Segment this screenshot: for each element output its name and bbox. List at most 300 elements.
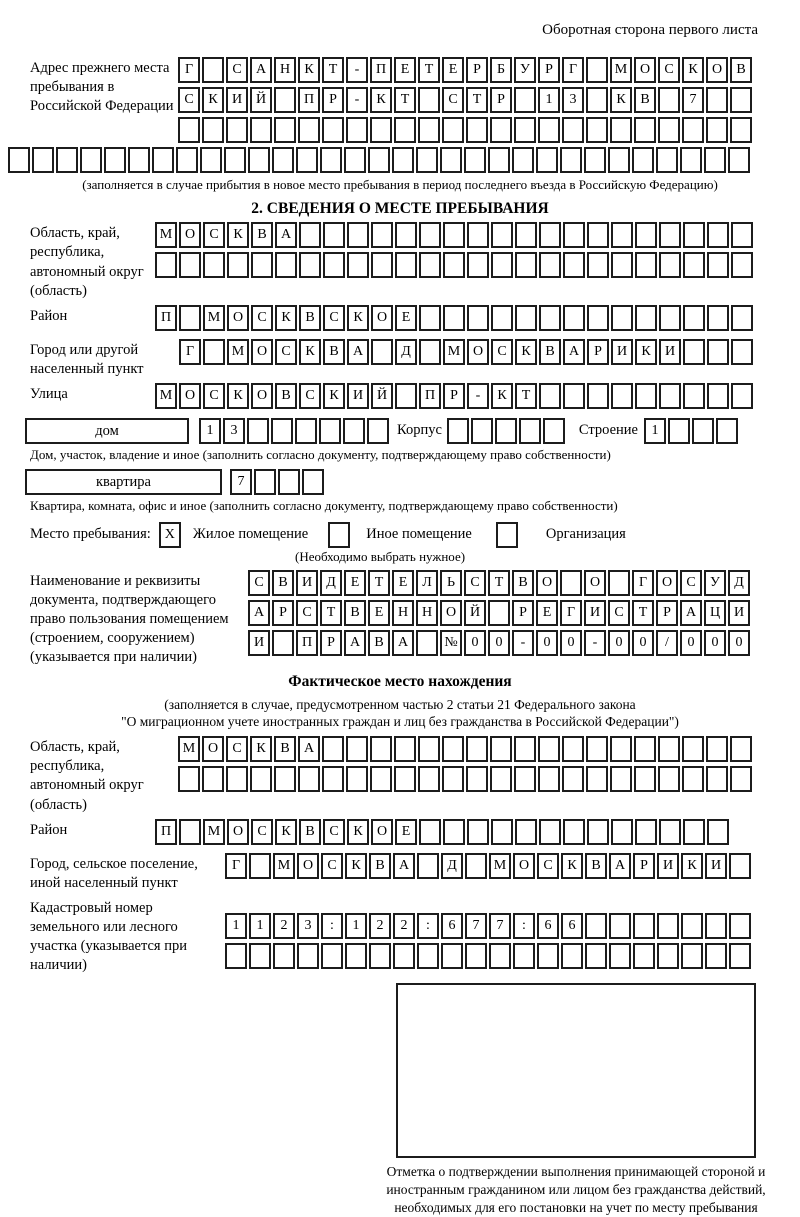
char-cell: - xyxy=(512,630,534,656)
actual-district-label: Район xyxy=(30,821,68,838)
char-cell xyxy=(203,339,225,365)
char-cell xyxy=(274,117,296,143)
char-cell: С xyxy=(442,87,464,113)
cadastral-label: Кадастровый номер земельного или лесного участка (указывается при наличии) xyxy=(30,899,187,974)
char-cell xyxy=(488,600,510,626)
char-cell xyxy=(250,766,272,792)
char-cell: Л xyxy=(416,570,438,596)
char-cell: У xyxy=(514,57,536,83)
char-cell xyxy=(346,736,368,762)
char-cell xyxy=(706,87,728,113)
char-cell: 2 xyxy=(393,913,415,939)
char-cell: Т xyxy=(466,87,488,113)
char-cell xyxy=(447,418,469,444)
char-cell: К xyxy=(202,87,224,113)
char-cell: В xyxy=(585,853,607,879)
char-cell xyxy=(202,766,224,792)
char-cell: К xyxy=(345,853,367,879)
char-cell: Е xyxy=(344,570,366,596)
char-cell xyxy=(538,117,560,143)
char-cell xyxy=(538,736,560,762)
char-cell xyxy=(419,305,441,331)
char-cell: В xyxy=(274,736,296,762)
char-cell: Р xyxy=(656,600,678,626)
char-cell xyxy=(442,117,464,143)
cadastral-row-1 xyxy=(225,913,753,939)
char-cell: Д xyxy=(441,853,463,879)
char-cell: М xyxy=(203,305,225,331)
char-cell xyxy=(514,766,536,792)
char-cell: И xyxy=(728,600,750,626)
char-cell: С xyxy=(296,600,318,626)
cadastral-block xyxy=(0,897,800,976)
char-cell xyxy=(705,943,727,969)
char-cell: 0 xyxy=(488,630,510,656)
char-cell xyxy=(729,853,751,879)
char-cell xyxy=(152,147,174,173)
char-cell: О xyxy=(251,383,273,409)
char-cell: С xyxy=(537,853,559,879)
char-cell xyxy=(539,222,561,248)
region-row-2 xyxy=(155,252,755,278)
char-cell xyxy=(491,222,513,248)
house-caption: Дом, участок, владение и иное (заполнить согласно документу, подтверждающему право собственности) xyxy=(30,447,611,462)
char-cell xyxy=(464,147,486,173)
char-cell xyxy=(248,147,270,173)
char-cell: А xyxy=(250,57,272,83)
cadastral-row-2 xyxy=(225,943,753,969)
char-cell: К xyxy=(370,87,392,113)
char-cell xyxy=(587,383,609,409)
char-cell xyxy=(563,819,585,845)
char-cell xyxy=(299,222,321,248)
char-cell xyxy=(344,147,366,173)
char-cell: В xyxy=(730,57,752,83)
char-cell xyxy=(322,736,344,762)
char-cell xyxy=(539,819,561,845)
char-cell xyxy=(707,222,729,248)
char-cell xyxy=(539,383,561,409)
prev-address-row-2 xyxy=(178,87,754,113)
char-cell: Т xyxy=(632,600,654,626)
char-cell xyxy=(441,943,463,969)
char-cell: И xyxy=(248,630,270,656)
prev-address-row-4 xyxy=(8,147,800,173)
char-cell: К xyxy=(610,87,632,113)
char-cell xyxy=(730,87,752,113)
char-cell: П xyxy=(370,57,392,83)
char-cell xyxy=(611,305,633,331)
char-cell xyxy=(716,418,738,444)
confirmation-caption: Отметка о подтверждении выполнения принимающей стороной и иностранным гражданином или лицом без гражданства действий, необходимых для его постановки на учет по месту пребывания xyxy=(386,1164,766,1215)
actual-location-caption-1: (заполняется в случае, предусмотренном частью 2 статьи 21 Федерального закона xyxy=(164,697,636,713)
stay-type-checkbox-residential: X xyxy=(159,522,181,548)
char-cell: П xyxy=(296,630,318,656)
char-cell: О xyxy=(371,819,393,845)
char-cell xyxy=(683,819,705,845)
page-note: Оборотная сторона первого листа xyxy=(542,22,758,38)
char-cell xyxy=(202,117,224,143)
region-block xyxy=(0,222,800,301)
char-cell xyxy=(707,252,729,278)
char-cell: К xyxy=(635,339,657,365)
char-cell: М xyxy=(155,222,177,248)
char-cell xyxy=(635,305,657,331)
char-cell xyxy=(418,117,440,143)
char-cell xyxy=(707,305,729,331)
char-cell: Р xyxy=(443,383,465,409)
char-cell xyxy=(657,943,679,969)
char-cell: И xyxy=(296,570,318,596)
char-cell xyxy=(512,147,534,173)
char-cell: С xyxy=(251,819,273,845)
char-cell xyxy=(683,339,705,365)
char-cell xyxy=(442,766,464,792)
char-cell xyxy=(302,469,324,495)
char-cell xyxy=(515,819,537,845)
char-cell: Т xyxy=(394,87,416,113)
char-cell xyxy=(394,766,416,792)
char-cell: И xyxy=(226,87,248,113)
char-cell: В xyxy=(299,305,321,331)
char-cell: : xyxy=(321,913,343,939)
char-cell xyxy=(273,943,295,969)
char-cell: С xyxy=(178,87,200,113)
char-cell: К xyxy=(275,305,297,331)
char-cell xyxy=(467,222,489,248)
char-cell xyxy=(632,147,654,173)
char-cell: В xyxy=(275,383,297,409)
char-cell xyxy=(179,252,201,278)
actual-region-row-2 xyxy=(178,766,754,792)
char-cell: Д xyxy=(320,570,342,596)
char-cell xyxy=(226,117,248,143)
char-cell: Т xyxy=(368,570,390,596)
char-cell xyxy=(704,147,726,173)
char-cell xyxy=(585,913,607,939)
char-cell xyxy=(519,418,541,444)
char-cell: О xyxy=(202,736,224,762)
char-cell: К xyxy=(491,383,513,409)
char-cell: О xyxy=(536,570,558,596)
char-cell xyxy=(635,383,657,409)
char-cell xyxy=(586,57,608,83)
char-cell xyxy=(707,383,729,409)
char-cell xyxy=(681,913,703,939)
char-cell: Д xyxy=(395,339,417,365)
char-cell: Н xyxy=(392,600,414,626)
char-cell xyxy=(563,305,585,331)
char-cell xyxy=(392,147,414,173)
char-cell xyxy=(176,147,198,173)
char-cell xyxy=(371,339,393,365)
char-cell: Е xyxy=(395,819,417,845)
document-row-1 xyxy=(248,570,752,596)
char-cell xyxy=(343,418,365,444)
char-cell xyxy=(321,943,343,969)
char-cell: С xyxy=(299,383,321,409)
char-cell xyxy=(611,383,633,409)
char-cell: И xyxy=(659,339,681,365)
char-cell: О xyxy=(371,305,393,331)
char-cell: С xyxy=(464,570,486,596)
char-cell xyxy=(295,418,317,444)
char-cell xyxy=(323,222,345,248)
char-cell xyxy=(322,766,344,792)
char-cell: П xyxy=(298,87,320,113)
street-block xyxy=(0,383,800,413)
char-cell: / xyxy=(656,630,678,656)
char-cell xyxy=(346,117,368,143)
char-cell xyxy=(514,736,536,762)
char-cell xyxy=(633,943,655,969)
char-cell xyxy=(610,117,632,143)
char-cell: - xyxy=(346,57,368,83)
char-cell xyxy=(179,305,201,331)
char-cell xyxy=(680,147,702,173)
char-cell: 3 xyxy=(562,87,584,113)
char-cell xyxy=(271,418,293,444)
actual-district-row xyxy=(155,819,731,845)
char-cell xyxy=(538,766,560,792)
document-row-2 xyxy=(248,600,752,626)
char-cell xyxy=(227,252,249,278)
house-row xyxy=(0,418,800,444)
char-cell: М xyxy=(203,819,225,845)
char-cell: С xyxy=(323,305,345,331)
char-cell: И xyxy=(611,339,633,365)
char-cell: Р xyxy=(587,339,609,365)
char-cell xyxy=(562,766,584,792)
char-cell: К xyxy=(275,819,297,845)
prev-address-caption: (заполняется в случае прибытия в новое место пребывания в период последнего въезда в Российскую Федерацию) xyxy=(82,177,718,192)
char-cell xyxy=(299,252,321,278)
char-cell: О xyxy=(179,383,201,409)
char-cell: О xyxy=(179,222,201,248)
char-cell xyxy=(682,736,704,762)
house-cells xyxy=(199,418,391,444)
char-cell xyxy=(254,469,276,495)
char-cell xyxy=(442,736,464,762)
char-cell: С xyxy=(608,600,630,626)
char-cell: С xyxy=(203,383,225,409)
char-cell xyxy=(491,305,513,331)
char-cell xyxy=(608,147,630,173)
char-cell xyxy=(370,736,392,762)
char-cell xyxy=(584,147,606,173)
char-cell xyxy=(467,252,489,278)
char-cell: В xyxy=(539,339,561,365)
char-cell: С xyxy=(321,853,343,879)
char-cell xyxy=(563,383,585,409)
char-cell: 1 xyxy=(644,418,666,444)
char-cell: Р xyxy=(512,600,534,626)
document-block xyxy=(0,570,800,668)
char-cell xyxy=(515,252,537,278)
char-cell xyxy=(668,418,690,444)
confirmation-block xyxy=(386,983,766,1216)
stay-type-row xyxy=(0,522,800,548)
char-cell: Р xyxy=(490,87,512,113)
char-cell xyxy=(635,819,657,845)
actual-city-block xyxy=(0,853,800,893)
char-cell xyxy=(563,252,585,278)
char-cell xyxy=(610,766,632,792)
char-cell: А xyxy=(393,853,415,879)
char-cell: Т xyxy=(488,570,510,596)
char-cell xyxy=(730,736,752,762)
char-cell xyxy=(419,819,441,845)
char-cell: У xyxy=(704,570,726,596)
char-cell xyxy=(731,252,753,278)
city-label: Город или другой населенный пункт xyxy=(30,341,144,377)
char-cell xyxy=(8,147,30,173)
char-cell: Ц xyxy=(704,600,726,626)
char-cell: В xyxy=(299,819,321,845)
char-cell xyxy=(560,570,582,596)
char-cell xyxy=(467,819,489,845)
char-cell: 7 xyxy=(465,913,487,939)
char-cell: И xyxy=(657,853,679,879)
char-cell: - xyxy=(584,630,606,656)
actual-district-block xyxy=(0,819,800,849)
char-cell xyxy=(609,943,631,969)
char-cell: И xyxy=(584,600,606,626)
stay-type-option-organization: Организация xyxy=(545,525,626,542)
char-cell: Т xyxy=(515,383,537,409)
char-cell xyxy=(272,147,294,173)
char-cell xyxy=(200,147,222,173)
char-cell: Р xyxy=(272,600,294,626)
char-cell xyxy=(659,305,681,331)
char-cell: 2 xyxy=(369,913,391,939)
char-cell: А xyxy=(248,600,270,626)
char-cell: 3 xyxy=(297,913,319,939)
char-cell: И xyxy=(705,853,727,879)
char-cell xyxy=(539,305,561,331)
document-label: Наименование и реквизиты документа, подтверждающего право пользования помещением (строением, сооружением) (указывается при наличии) xyxy=(30,572,229,666)
apartment-box-label: квартира xyxy=(25,469,222,495)
char-cell xyxy=(368,147,390,173)
char-cell xyxy=(466,736,488,762)
char-cell xyxy=(443,819,465,845)
char-cell: О xyxy=(513,853,535,879)
region-label: Область, край, республика, автономный округ (область) xyxy=(30,225,144,299)
char-cell xyxy=(32,147,54,173)
char-cell: 1 xyxy=(538,87,560,113)
char-cell xyxy=(367,418,389,444)
char-cell xyxy=(731,305,753,331)
char-cell xyxy=(731,339,753,365)
char-cell xyxy=(202,57,224,83)
char-cell xyxy=(346,766,368,792)
char-cell: В xyxy=(368,630,390,656)
stay-type-label: Место пребывания: xyxy=(30,525,151,542)
char-cell xyxy=(467,305,489,331)
char-cell: О xyxy=(227,819,249,845)
char-cell xyxy=(562,117,584,143)
char-cell xyxy=(224,147,246,173)
char-cell xyxy=(345,943,367,969)
char-cell: Р xyxy=(538,57,560,83)
char-cell xyxy=(347,222,369,248)
char-cell: Д xyxy=(728,570,750,596)
char-cell xyxy=(443,305,465,331)
char-cell xyxy=(543,418,565,444)
house-box-label: дом xyxy=(25,418,189,444)
char-cell xyxy=(587,819,609,845)
char-cell: А xyxy=(275,222,297,248)
char-cell: : xyxy=(513,913,535,939)
char-cell: К xyxy=(561,853,583,879)
char-cell: С xyxy=(323,819,345,845)
char-cell xyxy=(634,117,656,143)
char-cell: С xyxy=(203,222,225,248)
char-cell xyxy=(297,943,319,969)
char-cell xyxy=(730,766,752,792)
char-cell xyxy=(707,819,729,845)
char-cell xyxy=(611,252,633,278)
char-cell xyxy=(128,147,150,173)
char-cell: : xyxy=(417,913,439,939)
char-cell xyxy=(443,222,465,248)
char-cell xyxy=(515,305,537,331)
korpus-label: Корпус xyxy=(397,422,442,438)
char-cell xyxy=(393,943,415,969)
char-cell xyxy=(705,913,727,939)
apartment-row xyxy=(0,469,800,495)
char-cell: М xyxy=(273,853,295,879)
char-cell xyxy=(418,766,440,792)
char-cell: К xyxy=(298,57,320,83)
char-cell: № xyxy=(440,630,462,656)
char-cell xyxy=(658,87,680,113)
char-cell: - xyxy=(346,87,368,113)
char-cell xyxy=(417,853,439,879)
char-cell xyxy=(247,418,269,444)
char-cell: С xyxy=(658,57,680,83)
char-cell xyxy=(419,252,441,278)
char-cell: 3 xyxy=(223,418,245,444)
char-cell: К xyxy=(347,819,369,845)
char-cell: К xyxy=(250,736,272,762)
char-cell: К xyxy=(682,57,704,83)
char-cell xyxy=(586,87,608,113)
char-cell: Е xyxy=(392,570,414,596)
char-cell: 1 xyxy=(225,913,247,939)
char-cell xyxy=(226,766,248,792)
char-cell: Й xyxy=(464,600,486,626)
char-cell xyxy=(320,147,342,173)
stay-type-option-other: Иное помещение xyxy=(366,525,472,542)
char-cell xyxy=(298,766,320,792)
confirmation-stamp-box xyxy=(396,983,756,1158)
char-cell xyxy=(155,252,177,278)
char-cell: С xyxy=(226,736,248,762)
char-cell xyxy=(587,252,609,278)
prev-address-row-1 xyxy=(178,57,754,83)
char-cell: 0 xyxy=(680,630,702,656)
actual-region-label: Область, край, республика, автономный округ (область) xyxy=(30,739,144,813)
char-cell: А xyxy=(298,736,320,762)
char-cell: М xyxy=(155,383,177,409)
stroenie-label: Строение xyxy=(578,422,638,438)
char-cell xyxy=(251,252,273,278)
char-cell: О xyxy=(227,305,249,331)
char-cell: П xyxy=(155,819,177,845)
char-cell xyxy=(203,252,225,278)
char-cell: Е xyxy=(368,600,390,626)
